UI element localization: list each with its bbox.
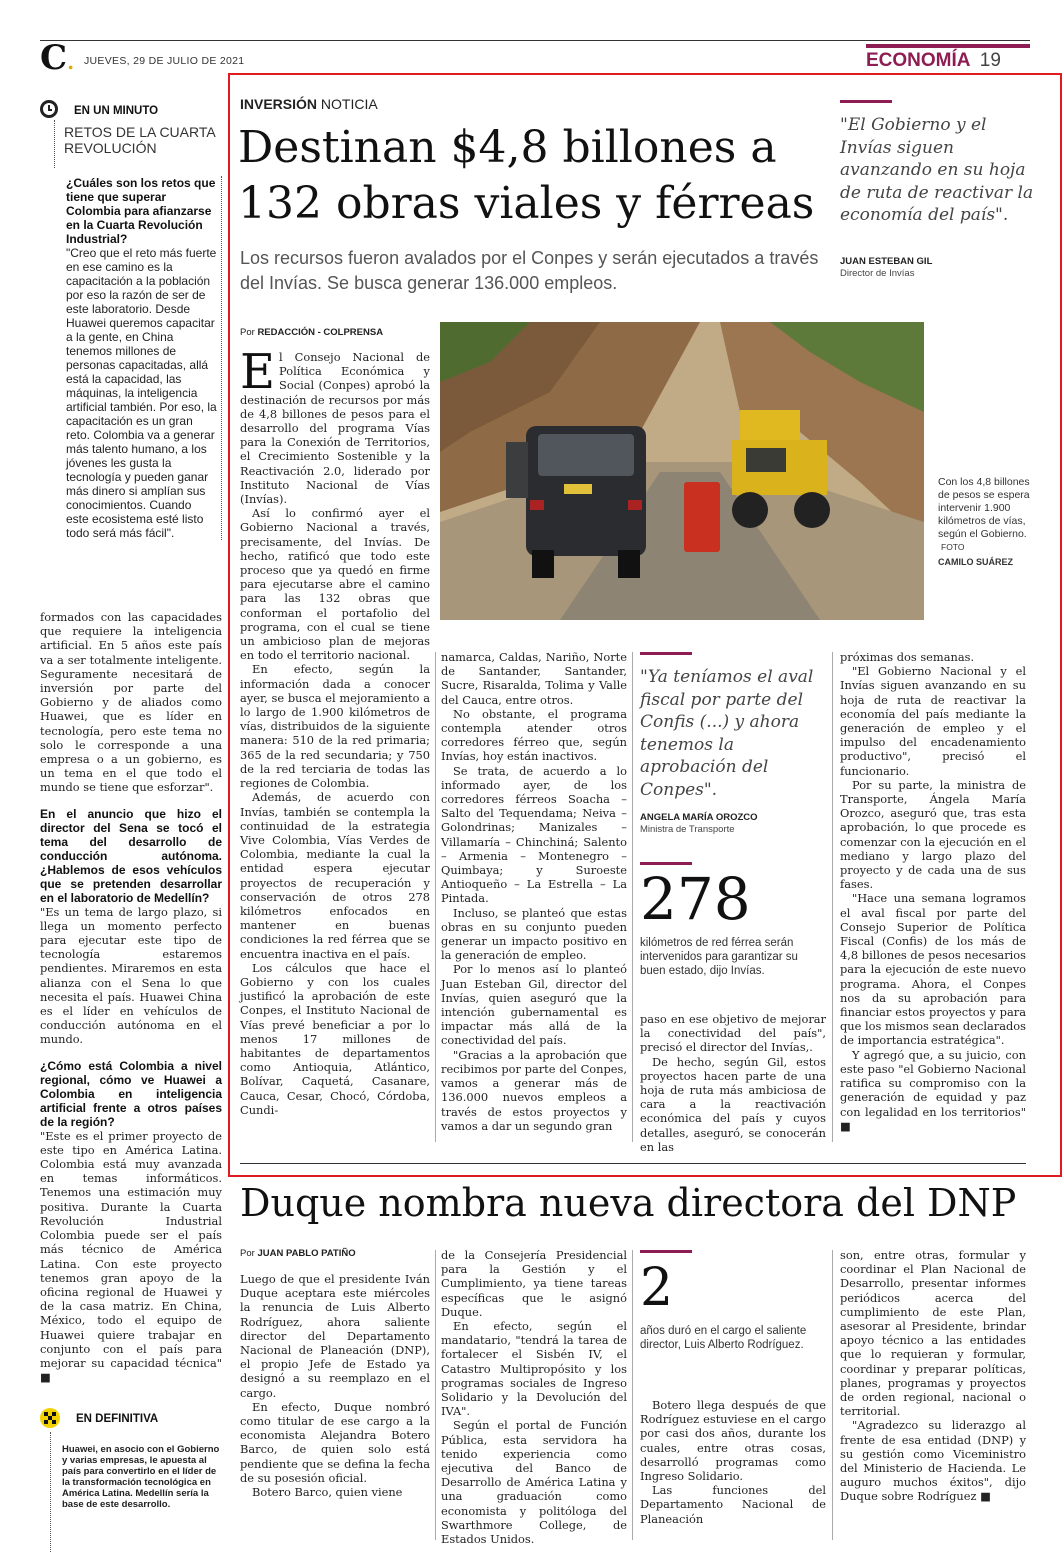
article1-col1 [240, 344, 430, 1117]
article2-col4-p1: son, entre otras, formular y coordinar el Plan Nacional de Desarrollo, presentar informes periódicos acerca del cumplimiento de este Plan, asesorar al Presidente, brindar apoyo técnico a las entidades que lo requieran y formular, coordinar y preparar políticas, planes, programas y proyectos de orden regional, nacional o territorial. [840, 1248, 1026, 1419]
article2-col4 [840, 1248, 1026, 1504]
col-divider [832, 1250, 833, 1540]
sidebar-question-2: En el anuncio que hizo el director del Sena se tocó el tema del desarrollo de conducción autónoma. ¿Hablemos de esos vehículos que se pretenden desarrollar en el laboratorio de Medellín? [40, 806, 222, 905]
sidebar-continuation [40, 610, 222, 1384]
sidebar-qa1 [66, 176, 222, 540]
definitive-dotted-line [50, 1432, 51, 1552]
road-photo [440, 322, 924, 620]
section-name: ECONOMÍA [866, 50, 971, 71]
article2-col2-p1: de la Consejería Presidencial para la Gestión y el Cumplimiento, ya tiene tareas específicas que le asignó Duque. [441, 1248, 627, 1319]
article2-col3 [640, 1398, 826, 1526]
article1-col2-p5: Por lo menos así lo planteó Juan Esteban Gil, director del Invías, quien aseguró que la intención gubernamental es impactar más allá de la conectividad del país. [441, 962, 627, 1048]
article2-stat-number: 2 [640, 1258, 674, 1318]
sidebar [40, 100, 222, 540]
sidebar-question-3: ¿Cómo está Colombia a nivel regional, cómo ve Huawei a Colombia en inteligencia artificial frente a otros países de la región? [40, 1058, 222, 1129]
sidebar-header [40, 100, 222, 162]
sidebar-answer-1: "Creo que el reto más fuerte en ese camino es la capacitación a la población por eso la razón de ser de este laboratorio. Desde Huawei queremos capacitar a la gente, en China tenemos millones de personas capacitadas, allá está la capacidad, las máquinas, la inteligencia artificial también. Por eso, la capacitación es un gran reto. Colombia va a generar más talento humano, a los jóvenes les gusta la tecnología y pueden ganar más dinero si amplían sus conocimientos. Cuando este ecosistema esté listo todo será más fácil". [66, 246, 217, 540]
issue-date: JUEVES, 29 DE JULIO DE 2021 [84, 55, 245, 67]
article1-col2-p1: namarca, Caldas, Nariño, Norte de Santander, Santander, Sucre, Risaralda, Tolima y Valle del Cauca, entre otros. [441, 650, 627, 707]
col-divider [435, 652, 436, 1142]
article2-col2-p2: En efecto, según el mandatario, "tendrá la tarea de fortalecer el Sisbén IV, el Catastro Multipropósito y los programas sociales de Ingreso Solidario y la Devolución del IVA". [441, 1319, 627, 1419]
quote-mid-name: ANGELA MARÍA OROZCO [640, 812, 758, 823]
sidebar-answer-1-continued: formados con las capacidades que requiere la inteligencia artificial. En 5 años este país va a ser totalmente inteligente. Seguramente necesitará de inversión por parte del Gobierno y de aliados como Huawei, que es líder en tecnología, pero este tema no solo le corresponde a una empresa o a un gobierno, es un tema en el que todo el mundo se tiene que esforzar". [40, 610, 222, 795]
definitive-label: EN DEFINITIVA [76, 1413, 159, 1425]
article1-col2 [441, 650, 627, 1133]
article1-col2-p3: Se trata, de acuerdo a lo informado ayer, de los corredores férreos Soacha – Salto del Tequendama; Neiva – Golondrinas; Manizales – Villamaría – Chinchiná; Salento – Armenia – Montenegro – Quimbaya; y Suroeste Antioqueño – La Estrella – La Pintada. [441, 763, 627, 906]
article1-col4-p5: Y agregó que, a su juicio, con este paso "el Gobierno Nacional ratifica su compromiso con la generación de equidad y paz con legalidad en los territorios" ■ [840, 1047, 1026, 1133]
quote-mid-bar [640, 652, 692, 655]
article1-col1-p4: Además, de acuerdo con Invías, también se contempla la continuidad de la estrategia Vive Colombia, Vías Verdes de Colombia, mediante la cual la entidad espera ejecutar proyectos de recuperación y conservación de otros 278 kilómetros enfocados en mantener en buenas condiciones la red férrea que se encuentra inactiva en el país. [240, 790, 430, 961]
article1-col2-p4: Incluso, se planteó que estas obras en su conjunto pueden generar un impacto positivo en la generación de empleo. [441, 905, 627, 963]
article1-col4 [840, 650, 1026, 1133]
road-photo-illustration [440, 322, 924, 620]
article2-col4-p2: "Agradezco su liderazgo al frente de esa entidad (DNP) y su gestión como Viceministro del Ministerio de Hacienda. Le auguro muchos éxitos", dijo Duque sobre Rodríguez ■ [840, 1418, 1026, 1504]
article2-col1-p2: En efecto, Duque nombró como titular de ese cargo a la economista Alejandra Botero Barco, de quien solo está pendiente que se defina la fecha de su posesión oficial. [240, 1399, 430, 1485]
col-divider [832, 652, 833, 1142]
article1-col4-p1: próximas dos semanas. [840, 650, 975, 664]
sidebar-label: EN UN MINUTO [74, 105, 159, 117]
article2-headline: Duque nombra nueva directora del DNP [240, 1181, 1017, 1225]
sidebar-answer-3: "Este es el primer proyecto de este tipo en América Latina. Colombia está muy avanzada en temas informáticos. Tenemos una estimación muy positiva. Durante la Cuarta Revolución Industrial Colombia puede ser el país más técnico de América Latina. Con este proyecto tenemos gran apoyo de la oficina regional de Huawei y de la casa matriz. En China, México, todo el equipo de Huawei quiere trabajar en conjunto con el país para mejorar su capacidad técnica" ■ [40, 1128, 222, 1385]
article2-byline: Por JUAN PABLO PATIÑO [240, 1248, 356, 1259]
kicker-bold: INVERSIÓN [240, 96, 318, 112]
article-separator [240, 1163, 1026, 1164]
article2-col1-p1: Luego de que el presidente Iván Duque aceptara este miércoles la renuncia de Luis Alberto Rodríguez, ahora saliente director del Departamento Nacional de Planeación (DNP), el propio Jefe de Estado ya designó a su reemplazo en el cargo. [240, 1272, 430, 1400]
drop-cap: E [240, 344, 276, 400]
quote-top-bar [840, 100, 892, 103]
stat-number: 278 [640, 865, 751, 933]
article1-col1-p2: Así lo confirmó ayer el Gobierno Nacional a través, precisamente, del Invías. De hecho, ratificó que todo este proceso que ya quedó en firme para ejecutarse abre el camino para las 132 obras que conforman el portafolio del programa, con el cual se tiene un ambicioso plan de mejoras en todo el territorio nacional. [240, 506, 430, 663]
article2-col2 [441, 1248, 627, 1546]
article1-dek: Los recursos fueron avalados por el Conpes y serán ejecutados a través del Invías. Se busca generar 136.000 empleos. [240, 248, 819, 293]
definitive-text: Huawei, en asocio con el Gobierno y varias empresas, le apuesta al país para convertirlo en el líder de la transformación tecnológica en América Latina. Medellín sería la base de este desarrollo. [62, 1444, 220, 1510]
article1-col2-p6: "Gracias a la aprobación que recibimos por parte del Conpes, vamos a generar más de 136.000 nuevos empleos a través de estos proyectos y vamos a dar un segundo gran [441, 1047, 627, 1133]
quote-top: "El Gobierno y el Invías siguen avanzando en su hoja de ruta de reactivar la economía del país". [840, 115, 1034, 225]
article1-headline: Destinan $4,8 billones a 132 obras viales y férreas [238, 122, 815, 229]
sidebar-dotted-line [54, 120, 55, 168]
stat-text: kilómetros de red férrea serán intervenidos para garantizar su buen estado, dijo Invías. [640, 937, 798, 977]
article1-col1-p3: En efecto, según la información dada a conocer ayer, se busca el mejoramiento a lo largo de 1.900 kilómetros de vías, distribuidos de la siguiente manera: 510 de la red primaria; 365 de la red secundaria; y 750 de la red terciaria de todas las regiones de Colombia. [240, 662, 430, 791]
article1-col4-p2: "El Gobierno Nacional y el Invías siguen avanzando en su hoja de ruta de reactivar la economía del país mediante la generación de empleo y el impulso del encadenamiento productivo", precisó el funcionario. [840, 664, 1026, 778]
kicker-light: NOTICIA [320, 96, 378, 112]
quote-mid-role: Ministra de Transporte [640, 824, 735, 835]
article1-col2-p2: No obstante, el programa contempla atender otros corredores férreo que, según Invías, hoy están inactivos. [441, 706, 627, 764]
article1-col1-p1: El Consejo Nacional de Política Económica y Social (Conpes) aprobó la destinación de recursos por más de 4,8 billones de pesos para el desarrollo del programa Vías para la Conexión de Territorios, el Crecimiento Sostenible y la Reactivación 2.0, liderado por Instituto Nacional de Vías (Invías). [240, 344, 430, 507]
sidebar-title: RETOS DE LA CUARTA REVOLUCIÓN [64, 124, 216, 156]
page-number: 19 [979, 50, 1001, 71]
article2-col1 [240, 1272, 430, 1499]
article2-col3-p1: Botero llega después de que Rodríguez estuviese en el cargo por casi dos años, durante los cuales, entre otras cosas, desarrolló programas como Ingreso Solidario. [640, 1398, 826, 1484]
sidebar-answer-2: "Es un tema de largo plazo, si llega un momento perfecto para ejecutar este tipo de tecnología estaremos pendientes. Miraremos en esta alianza con el Sena lo que necesita el país. Huawei China es el líder en vehículos de conducción autónoma en el mundo. [40, 904, 222, 1047]
col-divider [632, 652, 633, 1142]
section-bar [866, 44, 1030, 48]
quote-top-name: JUAN ESTEBAN GIL [840, 256, 933, 267]
checker-icon [40, 1408, 60, 1428]
article2-col2-p3: Según el portal de Función Pública, esta servidora ha tenido experiencia como ejecutiva del Banco de Desarrollo de América Latina y una graduación como economista y politóloga del Swarthmore College, de Estados Unidos. [441, 1418, 627, 1547]
quote-top-role: Director de Invías [840, 268, 915, 279]
article2-col1-p3: Botero Barco, quien viene [252, 1485, 403, 1500]
article2-stat-text: años duró en el cargo el saliente director, Luis Alberto Rodríguez. [640, 1325, 807, 1351]
article1-kicker [240, 96, 378, 112]
article1-col4-p4: "Hace una semana logramos el aval fiscal por parte del Consejo Superior de Política Fiscal (Confis) de los más de 4,8 billones de pesos necesarios para la ejecución de este nuevo programa. Ahora, el Conpes nos da su aprobación para financiar estos proyectos y para que los mismos sean declarados de importancia estratégica". [840, 891, 1026, 1048]
article1-byline: Por REDACCIÓN - COLPRENSA [240, 327, 384, 338]
top-rule [40, 40, 1030, 41]
col-divider [435, 1250, 436, 1540]
article2-stat-bar [640, 1250, 692, 1253]
article1-col1-p5: Los cálculos que hace el Gobierno y con los cuales justificó la aprobación de este Conpes, el Instituto Nacional de Vías prevé beneficiar a por lo menos 17 millones de habitantes de departamentos como Antioquia, Atlántico, Bolívar, Caquetá, Casanare, Cauca, Cesar, Chocó, Córdoba, Cundi- [240, 960, 430, 1117]
article1-col3-p1: paso en ese objetivo de mejorar la conectividad del país", precisó el director del Invías,. [640, 1012, 826, 1055]
quote-mid: "Ya teníamos el aval fiscal por parte del Confis (...) y ahora tenemos la aprobación del Conpes". [640, 667, 814, 800]
photo-caption: Con los 4,8 billones de pesos se espera intervenir 1.900 kilómetros de vías, según el Gobierno. FOTO CAMILO SUÁREZ [938, 476, 1030, 567]
section-title [866, 50, 1001, 72]
clock-icon [40, 100, 58, 118]
article2-col3-p2: Las funciones del Departamento Nacional de Planeación [640, 1483, 826, 1526]
article1-col4-p3: Por su parte, la ministra de Transporte, Ángela María Orozco, aseguró que, tras esta aprobación, lo que procede es comenzar con la ejecución en el mediano y largo plazo del proyecto y de cada una de sus fases. [840, 777, 1026, 892]
logo: C. [40, 38, 75, 78]
article1-col3-p2: De hecho, según Gil, estos proyectos hacen parte de una hoja de ruta más ambiciosa de cara a la reactivación económica del país y cuyos detalles, aseguró, se conocerán en las [640, 1054, 826, 1154]
col-divider [632, 1250, 633, 1540]
sidebar-question-1: ¿Cuáles son los retos que tiene que superar Colombia para afianzarse en la Cuarta Revolución Industrial? [66, 176, 216, 246]
article1-col3 [640, 1012, 826, 1154]
